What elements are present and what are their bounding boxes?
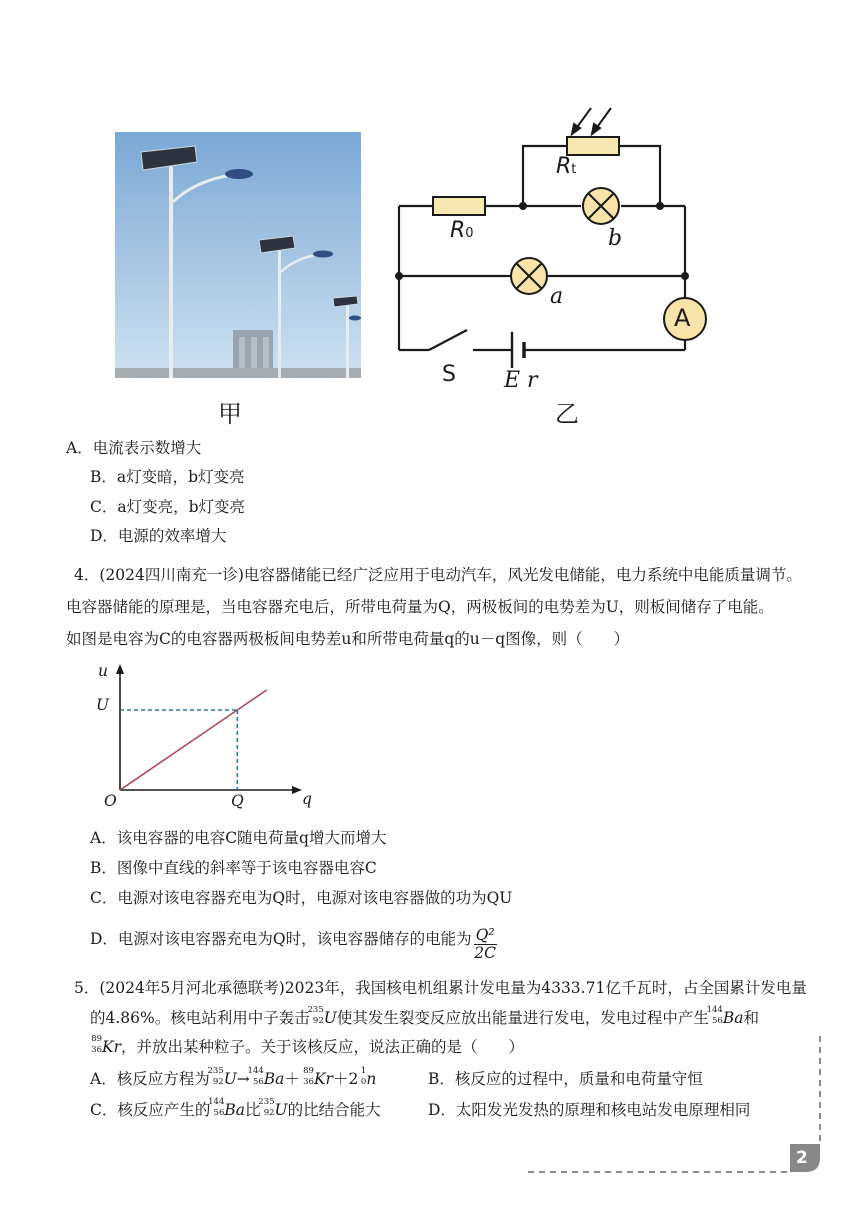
figure-label-yi: 乙 (555, 400, 579, 428)
y-axis-arrow (116, 664, 124, 674)
origin-label: O (104, 792, 117, 810)
q5-option-a: A．核反应方程为 235 92 U→ 144 56 Ba＋ 89 36 Kr＋2 1 0 n (90, 1066, 377, 1088)
x-mark-label: Q (231, 792, 244, 810)
figure-label-jia: 甲 (218, 400, 242, 428)
q4-line-1: 4．(2024四川南充一诊)电容器储能已经广泛应用于电动汽车，风光发电储能，电力系统中电能质量调节。 (74, 566, 802, 584)
q4-option-b: B．图像中直线的斜率等于该电容器电容C (90, 859, 377, 877)
q4-option-d: D．电源对该电容器充电为Q时，该电容器储存的电能为 $\frac{\text{Q²}}{2C}$ (90, 926, 496, 962)
q4-line-3: 如图是电容为C的电容器两极板间电势差u和所带电荷量q的u－q图像，则（ ） (66, 630, 630, 648)
y-axis-label: u (98, 662, 108, 680)
q4-option-c: C．电源对该电容器充电为Q时，电源对该电容器做的功为QU (90, 889, 513, 907)
circuit-diagram (385, 100, 715, 400)
r0-label: R0 (450, 218, 474, 243)
q4-option-a: A．该电容器的电容C随电荷量q增大而增大 (90, 829, 387, 847)
ammeter-label: A (674, 304, 691, 332)
lamp-a-label: a (550, 284, 564, 309)
lamp-a (511, 258, 547, 294)
uq-graph (96, 660, 326, 810)
q5-line-3: 89 36 Kr，并放出某种粒子。关于该核反应，说法正确的是（ ） (91, 1034, 525, 1056)
lamp-b-label: b (608, 226, 623, 251)
x-axis-arrow (292, 786, 302, 794)
street-lamp-photo (115, 132, 361, 378)
r0-resistor (433, 197, 485, 215)
q5-option-b: B．核反应的过程中，质量和电荷量守恒 (428, 1070, 703, 1088)
q3-option-a: A．电流表示数增大 (66, 439, 202, 457)
q3-option-b: B．a灯变暗，b灯变亮 (90, 468, 245, 486)
q3-option-d: D．电源的效率增大 (90, 527, 227, 545)
rt-resistor (567, 137, 619, 155)
uq-series-line (120, 690, 267, 790)
switch-label: S (442, 362, 456, 387)
page-number: 2 (796, 1148, 808, 1168)
page-corner-decoration (520, 1036, 830, 1182)
emf-label: E r (504, 368, 538, 393)
lamp-b (583, 188, 619, 224)
q4-line-2: 电容器储能的原理是，当电容器充电后，所带电荷量为Q，两极板间的电势差为U，则板间储存了电能。 (66, 598, 774, 616)
y-mark-label: U (96, 696, 110, 714)
q5-option-c: C．核反应产生的 144 56 Ba比 235 92 U的比结合能大 (90, 1097, 381, 1119)
q3-option-c: C．a灯变亮，b灯变亮 (90, 498, 246, 516)
q5-line-2: 的4.86%。核电站利用中子轰击 235 92 U使其发生裂变反应放出能量进行发电，发电过程中产生 144 56 Ba和 (90, 1005, 759, 1027)
light-arrows-icon (572, 108, 611, 134)
x-axis-label: q (302, 790, 312, 808)
q5-option-d: D．太阳发光发热的原理和核电站发电原理相同 (428, 1101, 751, 1119)
q5-line-1: 5．(2024年5月河北承德联考)2023年，我国核电机组累计发电量为4333.71亿千瓦时，占全国累计发电量 (74, 979, 807, 997)
rt-label: Rt (556, 154, 577, 179)
